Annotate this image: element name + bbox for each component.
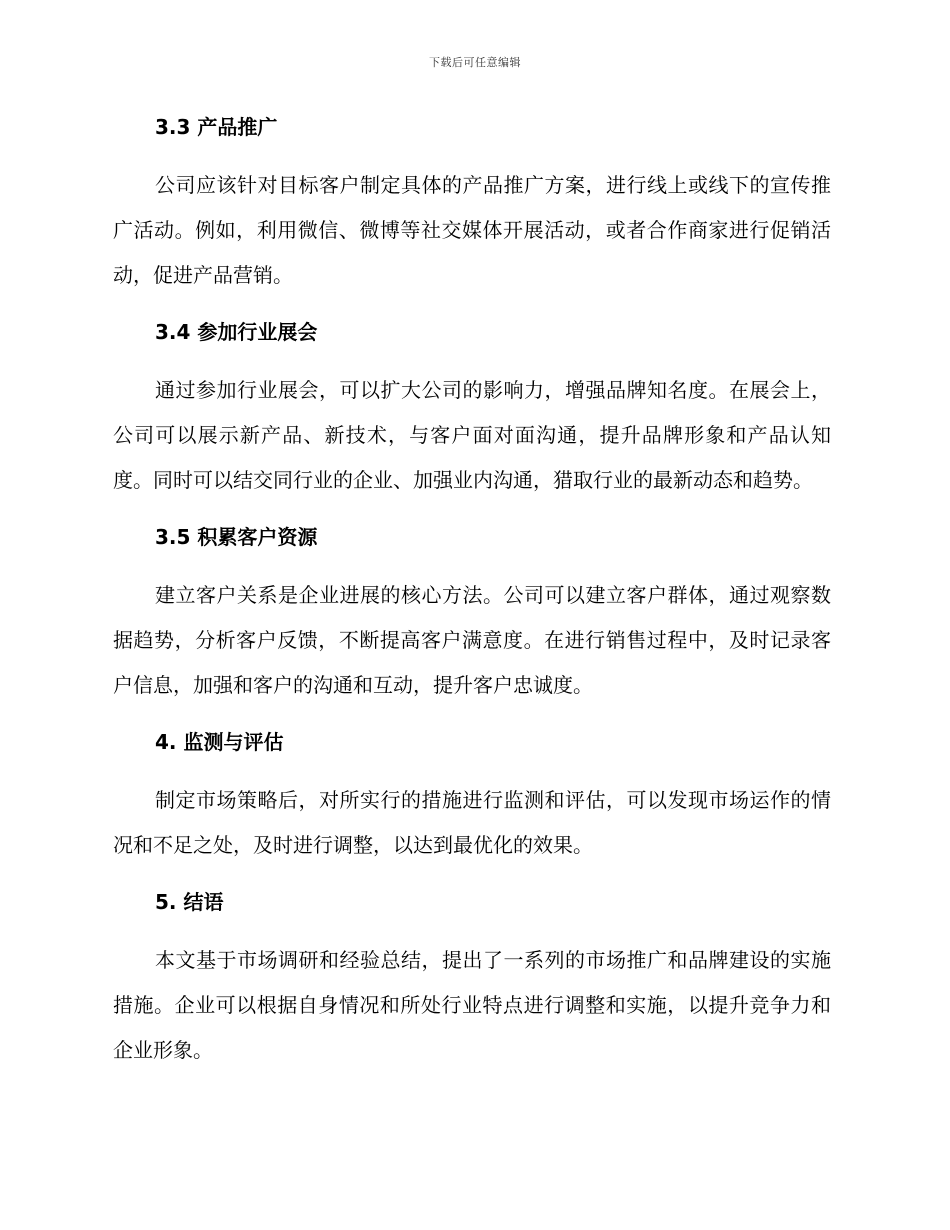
section-body-5: 本文基于市场调研和经验总结，提出了一系列的市场推广和品牌建设的实施措施。企业可以根据自身情况和所处行业特点进行调整和实施，以提升竞争力和企业形象。: [113, 948, 831, 1062]
section-heading-3-3: 3.3 产品推广: [155, 115, 278, 139]
section-body-4: 制定市场策略后，对所实行的措施进行监测和评估，可以发现市场运作的情况和不足之处，及时进行调整，以达到最优化的效果。: [113, 788, 831, 857]
section-heading-4: 4. 监测与评估: [155, 730, 284, 754]
section-body-3-5: 建立客户关系是企业进展的核心方法。公司可以建立客户群体，通过观察数据趋势，分析客户反馈，不断提高客户满意度。在进行销售过程中，及时记录客户信息，加强和客户的沟通和互动，提升客户忠诚度。: [113, 583, 831, 697]
document-body: [113, 112, 831, 1073]
section-body-3-4: 通过参加行业展会，可以扩大公司的影响力，增强品牌知名度。在展会上，公司可以展示新产品、新技术，与客户面对面沟通，提升品牌形象和产品认知度。同时可以结交同行业的企业、加强业内沟通，猎取行业的最新动态和趋势。: [113, 378, 831, 492]
header-note: 下载后可任意编辑: [429, 56, 521, 69]
section-heading-3-5: 3.5 积累客户资源: [155, 525, 318, 549]
section-heading-3-4: 3.4 参加行业展会: [155, 320, 318, 344]
section-heading-5: 5. 结语: [155, 890, 224, 914]
section-body-3-3: 公司应该针对目标客户制定具体的产品推广方案，进行线上或线下的宣传推广活动。例如，利用微信、微博等社交媒体开展活动，或者合作商家进行促销活动，促进产品营销。: [113, 173, 831, 287]
